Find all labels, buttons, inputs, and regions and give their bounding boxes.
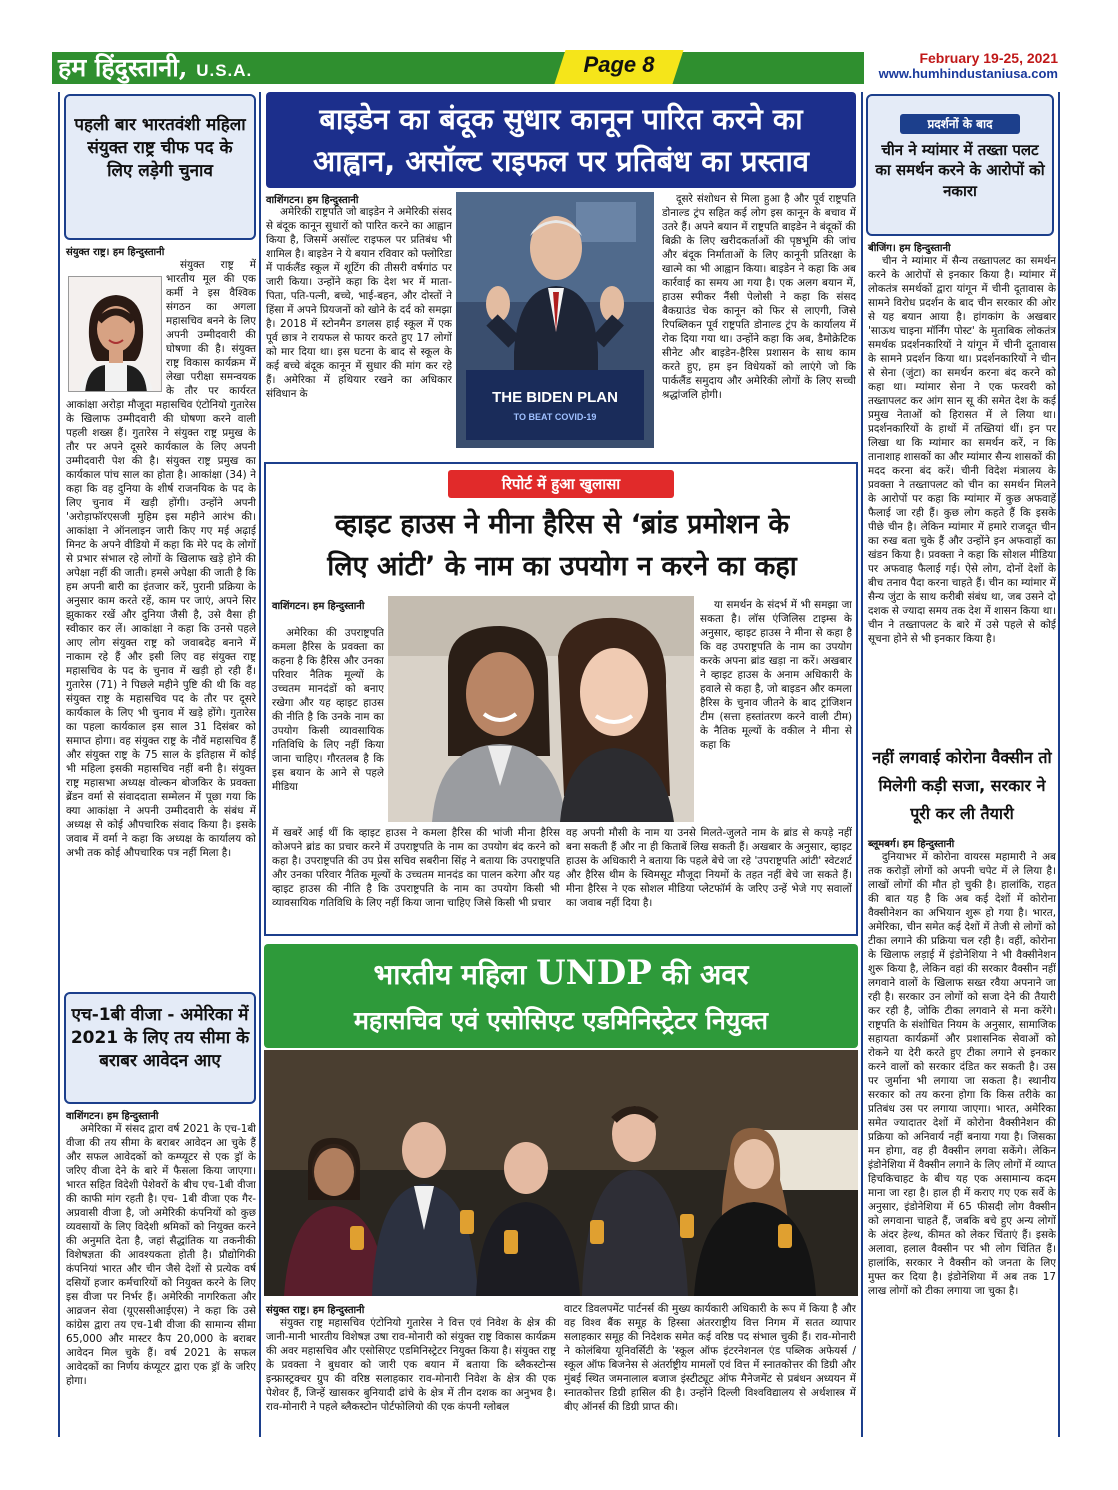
undp-headline-line1 xyxy=(264,948,858,1000)
undp-headline-acronym: UNDP xyxy=(536,953,652,993)
undp-body-right xyxy=(564,1302,856,1442)
biden-body-left xyxy=(266,205,452,455)
harris-text-right: या समर्थन के संदर्भ में भी समझा जा सकता है। लॉस एंजिलिस टाइम्स के अनुसार, व्हाइट हाउस ने मीना से कहा है कि वह उपराष्ट्रपति के नाम का उपयोग करके अपना ब्रांड खड़ा ना करें। अखबार ने व्हाइट हाउस के अनाम अधिकारी के हवाले से कहा है, जो बाइडन और कमला हैरिस के चुनाव जीतने के बाद ट्रांजिशन टीम (सत्ता हस्तांतरण करने वाली टीम) के नैतिक मूल्यों के वकील ने मीना से कहा कि xyxy=(700,599,852,751)
vaccine-text: दुनियाभर में कोरोना वायरस महामारी ने अब तक करोड़ों लोगों को अपनी चपेट में ले लिया है। लाखों लोगों की मौत हो चुकी है। हालांकि, राहत की बात यह है कि अब कई देशों में कोरोना वैक्सीनेशन का अभियान शुरू हो गया है। भारत, अमेरिका, चीन समेत कई देशों में तेजी से लोगों को टीका लगाने की प्रक्रिया चल रही है। वहीं, कोरोना के खिलाफ लड़ाई में इंडोनेशिया ने भी वैक्सीनेशन शुरू किया है, लेकिन वहां की सरकार वैक्सीन नहीं लगवाने वालों के खिलाफ सख्त रवैया अपनाने जा रही है। सरकार उन लोगों को सजा देने की तैयारी कर रही है, जोकि टीका लगवाने से मना करेंगे। राष्ट्रपति के संशोधित नियम के अनुसार, सामाजिक सहायता कार्यक्रमों और प्रशासनिक सेवाओं को रोकने या देरी करते हुए टीका लगाने से इनकार करने वालों को सरकार दंडित कर सकती है। उस पर जुर्माना भी लगाया जा सकता है। स्थानीय सरकार को तय करना होगा कि किस तरीके का प्रतिबंध उस पर लगाया जाएगा। भारत, अमेरिका समेत ज्यादातर देशों में कोरोना वैक्सीनेशन की प्रक्रिया को अनिवार्य नहीं बनाया गया है। जिसका मन होगा, वह ही वैक्सीन लगवा सकेंगे। लेकिन इंडोनेशिया में वैक्सीन लगाने के लिए लोगों में व्याप्त हिचकिचाहट के बीच यह एक असामान्य कदम माना जा रहा है। हाल ही में कराए गए एक सर्वे के अनुसार, इंडोनेशिया में 65 फीसदी लोग वैक्सीन को लगवाना चाहते हैं, जबकि बचे हुए अन्य लोगों के अंदर हेल्थ, कीमत को लेकर चिंताएं हैं। इसके अलावा, हलाल वैक्सीन पर भी लोग चिंतित हैं। हालांकि, सरकार ने वैक्सीन को जनता के लिए मुफ्त कर दिया है। इंडोनेशिया में अब तक 17 लाख लोगों को टीका लगाया जा चुका है। xyxy=(868,851,1056,1297)
harris-body-bottom-left xyxy=(272,826,560,932)
column-rule-mid-right xyxy=(861,92,863,1437)
column-rule-mid-left xyxy=(259,92,261,1437)
left-story2-byline: वाशिंगटन। हम हिन्दुस्तानी xyxy=(66,1111,159,1122)
harris-headline xyxy=(272,504,852,588)
harris-body-left xyxy=(272,626,384,826)
harris-text-left: अमेरिका की उपराष्ट्रपति कमला हैरिस के प्रवक्ता का कहना है कि हैरिस और उनका परिवार नैतिक मूल्यों के उच्चतम मानदंडों को बनाए रखेगा और यह व्हाइट हाउस की नीति है कि उनके नाम का उपयोग किसी व्यावसायिक गतिविधि के लिए नहीं किया जाना चाहिए। गौरतलब है कि इस बयान के आने से पहले मीडिया xyxy=(272,627,384,793)
page-number: Page 8 xyxy=(583,52,655,77)
left-story1-byline: संयुक्त राष्ट्र। हम हिन्दुस्तानी xyxy=(66,247,165,258)
undp-body-left xyxy=(266,1316,556,1442)
podium-text-line1: THE BIDEN PLAN xyxy=(492,389,618,406)
column-rule-left xyxy=(58,92,60,1437)
biden-text-left: अमेरिकी राष्ट्रपति जो बाइडेन ने अमेरिकी संसद से बंदूक कानून सुधारों को पारित करने का आह्वान किया है, जिसमें असॉल्ट राइफल पर प्रतिबंध भी शामिल है। बाइडेन ने ये बयान रविवार को फ्लोरिडा में पार्कलैंड स्कूल में शूटिंग की तीसरी वर्षगांठ पर जारी किया। उन्होंने कहा कि देश भर में माता-पिता, पति-पत्नी, बच्चे, भाई-बहन, और दोस्तों ने हिंसा में अपने प्रियजनों को खोने के दर्द को समझा है। 2018 में स्टोनमैन डगलस हाई स्कूल में एक पूर्व छात्र ने रायफल से फायर करते हुए 17 लोगों को मार दिया था। इस घटना के बाद से स्कूल के कई बच्चे बंदूक कानून में सुधार की मांग कर रहे हैं। अमेरिका में हथियार रखने का अधिकार संविधान के xyxy=(266,206,452,400)
myanmar-headline-box xyxy=(866,94,1054,236)
undp-byline: संयुक्त राष्ट्र। हम हिन्दुस्तानी xyxy=(266,1305,365,1316)
left-story1-text: संयुक्त राष्ट्र में भारतीय मूल की एक कर्मी ने इस वैश्विक संगठन का अगला महासचिव बनने के लिए अपनी उम्मीदवारी की घोषणा की है। संयुक्त राष्ट्र विकास कार्यक्रम में लेखा परीक्षा समन्वयक के तौर पर कार्यरत आकांक्षा अरोड़ा मौजूदा महासचिव एंटोनियो गुतारेस के खिलाफ उम्मीदवारी की घोषणा करने वाली पहली शख्स हैं। गुतारेस ने संयुक्त राष्ट्र प्रमुख के तौर पर अपने दूसरे कार्यकाल के लिए अपनी उम्मीदवारी पेश की है। संयुक्त राष्ट्र प्रमुख का कार्यकाल पांच साल का होता है। आकांक्षा (34) ने कहा कि वह दुनिया के शीर्ष राजनयिक के पद के लिए चुनाव में खड़ी होंगी। उन्होंने अपनी 'अरोड़ाफॉरएसजी मुहिम इस महीने आरंभ की। आकांक्षा ने ऑनलाइन जारी किए गए मई अढ़ाई मिनट के अपने वीडियो में कहा कि मेरे पद के लोगों से प्रभार संभाल रहे लोगों के खिलाफ खड़े होने की अपेक्षा नहीं की जाती। हमसे अपेक्षा की जाती है कि हम अपनी बारी का इंतजार करें, पुरानी प्रक्रिया के अनुसार काम करते रहें, काम पर जाएं, अपने सिर झुकाकर रखें और दुनिया जैसी है, उसे वैसा ही स्वीकार कर लें। आकांक्षा ने कहा कि उनसे पहले आए लोग संयुक्त राष्ट्र को जवाबदेह बनाने में नाकाम रहे हैं और इसी लिए वह संयुक्त राष्ट्र महासचिव के पद के चुनाव में खड़ी हो रही हैं। गुतारेस (71) ने पिछले महीने पुष्टि की थी कि वह संयुक्त राष्ट्र के महासचिव पद के तौर पर दूसरे कार्यकाल के लिए भी चुनाव में खड़े होंगे। गुतारेस का पहला कार्यकाल इस साल 31 दिसंबर को समाप्त होगा। वह संयुक्त राष्ट्र के नौवें महासचिव हैं और संयुक्त राष्ट्र के 75 साल के इतिहास में कोई भी महिला इसकी महासचिव नहीं बनी है। संयुक्त राष्ट्र महासभा अध्यक्ष वोल्कन बोजकिर के प्रवक्ता ब्रेंडन वर्मा से संवाददाता सम्मेलन में पूछा गया कि क्या आकांक्षा ने अपनी उम्मीदवारी के संबंध में अध्यक्ष से कोई औपचारिक संवाद किया है। इसके जवाब में वर्मा ने कहा कि अध्यक्ष के कार्यालय को अभी तक कोई औपचारिक पत्र नहीं मिला है। xyxy=(66,259,256,859)
harris-photo xyxy=(388,596,694,822)
vaccine-byline: ब्लूमबर्ग। हम हिन्दुस्तानी xyxy=(868,839,955,850)
biden-headline-line1: बाइडेन का बंदूक सुधार कानून पारित करने का xyxy=(319,102,803,136)
left-headline-box xyxy=(64,94,256,240)
vaccine-body xyxy=(868,850,1056,1440)
biden-byline: वाशिंगटन। हम हिन्दुस्तानी xyxy=(266,195,359,206)
issue-date: February 19-25, 2021 xyxy=(919,50,1058,66)
harris-body-right xyxy=(700,598,852,824)
undp-text-left: संयुक्त राष्ट्र महासचिव एंटोनियो गुतारेस ने वित्त एवं निवेश के क्षेत्र की जानी-मानी भारतीय विशेषज्ञ उषा राव-मोनारी को संयुक्त राष्ट्र विकास कार्यक्रम की अवर महासचिव और एसोसिएट एडमिनिस्ट्रेटर नियुक्त किया है। संयुक्त राष्ट्र के प्रवक्ता ने बुधवार को जारी एक बयान में बताया कि ब्लैकस्टोन्स इन्फ्रास्ट्रक्चर ग्रुप की वरिष्ठ सलाहकार राव-मोनारी निवेश के क्षेत्र की एक पेशेवर हैं, जिन्हें खासकर बुनियादी ढांचे के क्षेत्र में तीन दशक का अनुभव है। राव-मोनारी ने पहले ब्लैकस्टोन पोर्टफोलियो की एक कंपनी ग्लोबल xyxy=(266,1317,556,1413)
undp-headline-part1: भारतीय महिला xyxy=(373,958,527,991)
harris-headline-line2: लिए आंटी’ के नाम का उपयोग न करने का कहा xyxy=(327,551,797,582)
biden-photo xyxy=(456,192,654,448)
harris-text-bottom-right: वह अपनी मौसी के नाम या उनसे मिलते-जुलते नाम के ब्रांड से कपड़े नहीं बना सकती हैं और ना ही किताबें लिख सकती हैं। अखबार के अनुसार, व्हाइट हाउस के अधिकारी ने बताया कि पहले बेचे जा रहे 'उपराष्ट्रपति आंटी' स्वेटशर्ट और हैरिस थीम के स्विमसूट मौजूदा नियमों के तहत नहीं बेचे जा सकते हैं। मीना हैरिस ने एक सोशल मीडिया प्लेटफॉर्म के जरिए उन्हें भेजे गए सवालों का जवाब नहीं दिया है। xyxy=(566,827,852,909)
biden-headline-line2: आह्वान, असॉल्ट राइफल पर प्रतिबंध का प्रस्ताव xyxy=(312,144,810,178)
undp-text-right: वाटर डिवलपमेंट पार्टनर्स की मुख्य कार्यकारी अधिकारी के रूप में किया है और वह विश्व बैंक समूह के हिस्सा अंतरराष्ट्रीय वित्त निगम में सतत व्यापार सलाहकार समूह की निदेशक समेत कई वरिष्ठ पद संभाल चुकी हैं। राव-मोनारी ने कोलंबिया यूनिवर्सिटी के 'स्कूल ऑफ इंटरनेशनल एंड पब्लिक अफेयर्स / स्कूल ऑफ बिजनेस से अंतर्राष्ट्रीय मामलों एवं वित्त में स्नातकोत्तर की डिग्री और मुंबई स्थित जमनालाल बजाज इंस्टीट्यूट ऑफ मैनेजमेंट से प्रबंधन अध्ययन में स्नातकोत्तर डिग्री हासिल की है। उन्होंने दिल्ली विश्वविद्यालय से अर्थशास्त्र में बीए ऑनर्स की डिग्री प्राप्त की। xyxy=(564,1303,856,1413)
report-tag-text: रिपोर्ट में हुआ खुलासा xyxy=(501,475,621,493)
left-story2-text: अमेरिका में संसद द्वारा वर्ष 2021 के एच-1बी वीजा की तय सीमा के बराबर आवेदन आ चुके हैं और सफल आवेदकों को कम्प्यूटर से एक ड्रॉ के जरिए वीजा देने के बारे में फैसला किया जाएगा। भारत सहित विदेशी पेशेवरों के बीच एच-1बी वीजा की काफी मांग रहती है। एच- 1बी वीजा एक गैर-अप्रवासी वीजा है, जो अमेरिकी कंपनियों को कुछ व्यवसायों के लिए विदेशी श्रमिकों को नियुक्त करने की अनुमति देता है, जहां सैद्धांतिक या तकनीकी विशेषज्ञता की आवश्यकता होती है। प्रौद्योगिकी कंपनियां भारत और चीन जैसे देशों से प्रत्येक वर्ष दसियों हजार कर्मचारियों को नियुक्त करने के लिए इस वीजा पर निर्भर हैं। अमेरिकी नागरिकता और आव्रजन सेवा (यूएससीआईएस) ने कहा कि उसे कांग्रेस द्वारा तय एच-1बी वीजा की सामान्य सीमा 65,000 और मास्टर कैप 20,000 के बराबर आवेदन मिल चुके हैं। वर्ष 2021 के सफल आवेदकों का निर्णय कंप्यूटर द्वारा एक ड्रॉ के जरिए होगा। xyxy=(66,1123,256,1387)
myanmar-body xyxy=(868,254,1056,736)
harris-body-bottom-right xyxy=(566,826,852,932)
h1b-headline-box xyxy=(64,992,256,1104)
undp-headline-banner xyxy=(264,944,858,1048)
masthead-suffix: U.S.A. xyxy=(196,61,253,80)
myanmar-text: चीन ने म्यांमार में सैन्य तख्तापलट का समर्थन करने के आरोपों से इनकार किया है। म्यांमार में लोकतंत्र समर्थकों द्वारा यांगून में चीनी दूतावास के सामने विरोध प्रदर्शन के बाद चीन सरकार की ओर से यह बयान आया है। हांगकांग के अखबार 'साऊथ चाइना मॉर्निंग पोस्ट' के मुताबिक लोकतंत्र समर्थक प्रदर्शनकारियों ने यांगून में चीनी दूतावास के सामने प्रदर्शन किया था। प्रदर्शनकारियों ने चीन से सेना (जुंटा) का समर्थन करना बंद करने को कहा था। म्यांमार सेना ने एक फरवरी को तख्तापलट कर आंग सान सू की समेत देश के कई प्रमुख नेताओं को हिरासत में ले लिया था। प्रदर्शनकारियों के हाथों में तख्तियां थीं। इन पर लिखा था कि म्यांमार का समर्थन करें, न कि तानाशाह शासकों का और म्यांमार सैन्य शासकों की मदद करना बंद करें। चीनी विदेश मंत्रालय के प्रवक्ता ने तख्तापलट को चीन का समर्थन मिलने के आरोपों पर कहा कि म्यांमार में कुछ अफवाहें फैलाई जा रही हैं। कुछ लोग कहते हैं कि इसके पीछे चीन है। लेकिन म्यांमार में हमारे राजदूत चीन का रुख बता चुके हैं और उन्होंने इन अफवाहों का खंडन किया है। प्रवक्ता ने कहा कि सोशल मीडिया पर अफवाह फैलाई गई। ऐसे लोग, दोनों देशों के बीच तनाव पैदा करना चाहते हैं। चीन का म्यांमार में सैन्य जुंटा के साथ करीबी संबंध था, जब उसने दो दशक से ज्यादा समय तक देश में शासन किया था। चीन ने तख्तापलट के बारे में उसे पहले से कोई सूचना होने से भी इनकार किया है। xyxy=(868,255,1056,645)
harris-headline-line1: व्हाइट हाउस ने मीना हैरिस से ‘ब्रांड प्रमोशन के xyxy=(334,509,790,540)
masthead-title: हम हिंदुस्तानी, xyxy=(58,53,188,82)
harris-byline: वाशिंगटन। हम हिन्दुस्तानी xyxy=(272,601,365,612)
left-story1-body xyxy=(66,258,256,978)
page-header xyxy=(0,0,1118,84)
left-story2-headline: एच-1बी वीजा - अमेरिका में 2021 के लिए तय सीमा के बराबर आवेदन आए xyxy=(70,1005,250,1071)
myanmar-headline: चीन ने म्यांमार में तख्ता पलट का समर्थन करने के आरोपों को नकारा xyxy=(875,141,1045,200)
undp-group-photo xyxy=(264,1050,858,1296)
undp-headline-part2: की अवर xyxy=(661,958,749,991)
biden-text-right: दूसरे संशोधन से मिला हुआ है और पूर्व राष्ट्रपति डोनाल्ड ट्रंप सहित कई लोग इस कानून के बचाव में उतरे हैं। अपने बयान में राष्ट्रपति बाइडेन ने बंदूकों की बिक्री के लिए खरीदकर्ताओं की पृष्ठभूमि की जांच और बंदूक निर्माताओं के लिए कानूनी प्रतिरक्षा के खात्मे का भी आह्वान किया। बाइडेन ने कहा कि अब कार्रवाई का समय आ गया है। एक अलग बयान में, हाउस स्पीकर नैंसी पेलोसी ने कहा कि संसद बैकग्राउंड चेक कानून को फिर से लाएगी, जिसे रिपब्लिकन पूर्व राष्ट्रपति डोनाल्ड ट्रंप के कार्यालय में रोक दिया गया था। उन्होंने कहा कि अब, डैमोक्रेटिक सीनेट और बाइडेन-हैरिस प्रशासन के साथ काम करते हुए, हम इन विधेयकों को लाएंगे जो कि पार्कलैंड समुदाय और अमेरिकी लोगों के लिए सच्ची श्रद्धांजलि होगी। xyxy=(662,193,856,401)
vaccine-headline: नहीं लगवाई कोरोना वैक्सीन तो मिलेगी कड़ी सजा, सरकार ने पूरी कर ली तैयारी xyxy=(872,748,1052,823)
left-story2-body xyxy=(66,1122,256,1440)
myanmar-kicker: प्रदर्शनों के बाद xyxy=(900,114,1020,134)
biden-headline-banner xyxy=(266,92,856,188)
masthead xyxy=(58,50,252,84)
undp-headline-line2: महासचिव एवं एसोसिएट एडमिनिस्ट्रेटर नियुक्त xyxy=(353,1006,769,1035)
biden-body-right xyxy=(662,192,856,462)
harris-text-bottom-left: में खबरें आई थीं कि व्हाइट हाउस ने कमला हैरिस की भांजी मीना हैरिस कोअपने ब्रांड का प्रचार करने में उपराष्ट्रपति के नाम का उपयोग बंद करने को कहा है। उपराष्ट्रपति की उप प्रेस सचिव सबरीना सिंह ने बताया कि उपराष्ट्रपति और उनका परिवार नैतिक मूल्यों के उच्चतम मानदंड का पालन करेगा और यह व्हाइट हाउस की नीति है कि उपराष्ट्रपति के नाम का उपयोग किसी भी व्यावसायिक गतिविधि के लिए नहीं किया जाना चाहिए जिसे किसी भी प्रचार xyxy=(272,827,560,909)
myanmar-byline: बीजिंग। हम हिन्दुस्तानी xyxy=(868,243,951,254)
website-link[interactable]: www.humhindustaniusa.com xyxy=(878,66,1058,81)
report-tag xyxy=(448,470,674,498)
left-story1-headline: पहली बार भारतवंशी महिला संयुक्त राष्ट्र चीफ पद के लिए लड़ेगी चुनाव xyxy=(74,115,246,181)
column-rule-right xyxy=(1058,92,1060,1437)
photo-wrap-spacer xyxy=(66,258,166,392)
podium-text-line2: TO BEAT COVID-19 xyxy=(513,412,597,422)
